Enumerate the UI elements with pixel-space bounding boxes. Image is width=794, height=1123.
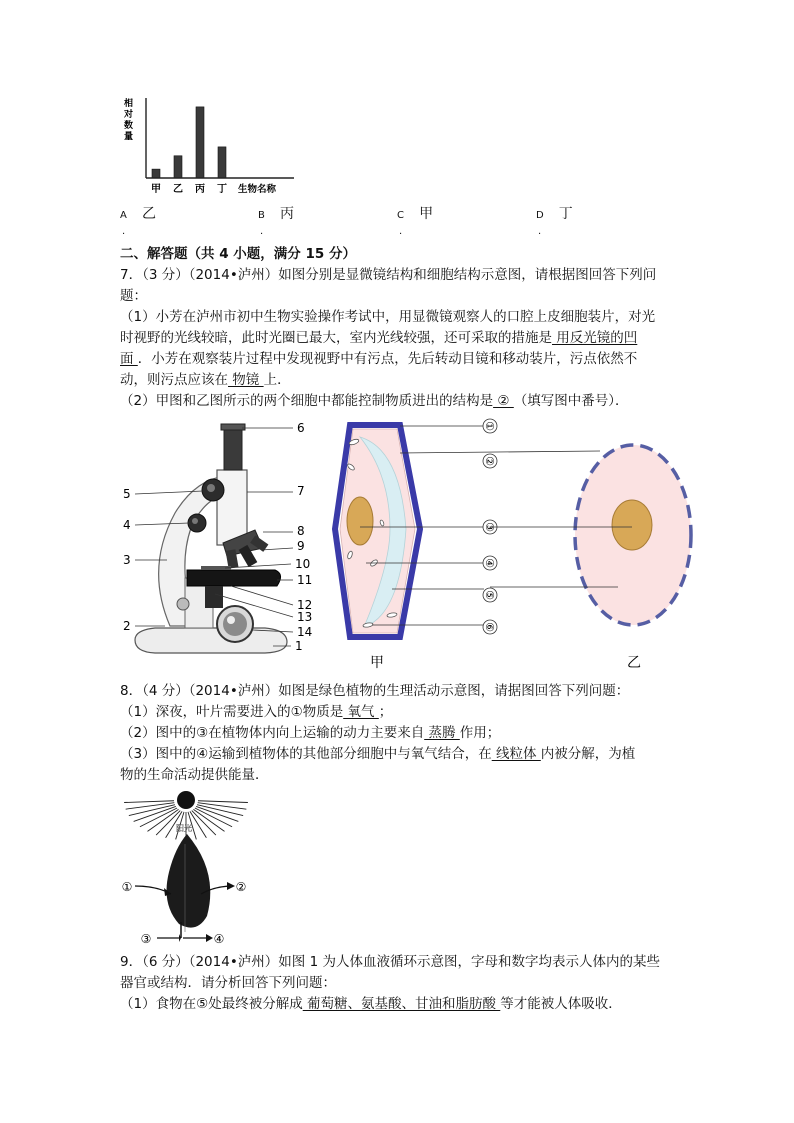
q8-p3-answer: 线粒体 — [491, 746, 541, 762]
q8-p1-text: ； — [378, 704, 393, 720]
q8-p1-text: （1）深夜，叶片需要进入的①物质是 — [120, 704, 344, 720]
microscope-label-9: 9 — [297, 539, 305, 553]
sun-ray — [197, 805, 243, 816]
q8-p3-text: （3）图中的④运输到植物体的其他部分细胞中与氧气结合，在 — [120, 746, 492, 762]
q7-p2 — [120, 392, 629, 410]
option-b[interactable] — [258, 203, 294, 223]
q7-p1-answer: 用反光镜的凹 — [552, 330, 638, 346]
cell-marker-2: ② — [483, 456, 496, 466]
cell-marker-1: ① — [483, 421, 496, 431]
microscope-label-10: 10 — [295, 557, 311, 571]
q7-p2-text: （填写图中番号）． — [513, 393, 629, 409]
option-value: 丙 — [279, 206, 294, 222]
q8-p3 — [120, 745, 635, 763]
nucleus — [347, 497, 373, 545]
q7-line1: 7．（3 分）（2014•泸州）如图分别是显微镜结构和细胞结构示意图，请根据图回答下列问 — [120, 267, 657, 283]
option-dot: . — [399, 226, 403, 237]
q7-p1-line1: （1）小芳在泸州市初中生物实验操作考试中，用显微镜观察人的口腔上皮细胞装片，对光 — [120, 309, 656, 325]
sun-ray — [198, 801, 248, 803]
option-letter: B — [258, 210, 265, 221]
q8-p3-line2: 物的生命活动提供能量． — [120, 767, 269, 783]
animal-cell-nucleus — [612, 500, 652, 550]
option-letter: D — [536, 210, 544, 221]
cell-marker-6: ⑥ — [483, 622, 496, 632]
cell-marker-4: ④ — [483, 558, 496, 568]
section-title: 二、解答题（共 4 小题，满分 15 分） — [120, 246, 356, 262]
microscope-label-8: 8 — [297, 524, 305, 538]
bar — [152, 169, 160, 178]
microscope-label-14: 14 — [297, 625, 313, 639]
q9-p1 — [120, 995, 622, 1013]
cell-marker-5: ⑤ — [483, 590, 496, 600]
cell-label-left: 甲 — [370, 655, 384, 671]
q8-p2-answer: 蒸腾 — [424, 725, 460, 741]
microscope-label-13: 13 — [297, 610, 313, 624]
option-c[interactable] — [397, 203, 433, 223]
y-axis-label: 相对数量 — [124, 99, 134, 142]
sun-ray — [129, 805, 175, 816]
q9-line1: 9．（6 分）（2014•泸州）如图 1 为人体血液循环示意图，字母和数字均表示人体内的某些 — [120, 954, 660, 970]
cells-figure — [330, 415, 700, 675]
q8-p2 — [120, 724, 500, 742]
cell-label-right: 乙 — [627, 655, 641, 671]
x-axis-label: 生物名称 — [238, 184, 277, 195]
q9-p1-text: 等才能被人体吸收． — [500, 996, 622, 1012]
leader-line — [231, 586, 293, 605]
stage — [187, 570, 281, 586]
q7-p1-text: ．小芳在观察装片过程中发现视野中有污点，先后转动目镜和移动装片，污点依然不 — [137, 351, 638, 367]
microscope-label-5: 5 — [123, 487, 131, 501]
q7-p2-answer: ② — [493, 393, 514, 409]
microscope-base — [135, 628, 287, 653]
leaf-figure — [115, 784, 260, 949]
leaf-icon — [167, 834, 211, 928]
x-tick-label: 丁 — [217, 184, 227, 195]
x-tick-label: 丙 — [195, 184, 205, 195]
leaf-marker-4: ④ — [213, 932, 225, 946]
q9-p1-answer: 葡萄糖、氨基酸、甘油和脂肪酸 — [302, 996, 501, 1012]
bar — [196, 107, 204, 178]
q7-p2-text: （2）甲图和乙图所示的两个细胞中都能控制物质进出的结构是 — [120, 393, 494, 409]
q7-p1-text: 时视野的光线较暗，此时光圈已最大，室内光线较强，还可采取的措施是 — [120, 330, 552, 346]
q7-p1-answer2: 物镜 — [228, 372, 264, 388]
leaf-marker-2: ② — [235, 880, 247, 894]
q7-p1-answer-cont: 面 — [120, 351, 138, 367]
option-dot: . — [122, 226, 126, 237]
x-tick-label: 甲 — [151, 184, 161, 195]
leaf-marker-3: ③ — [140, 932, 152, 946]
bar — [174, 156, 182, 178]
microscope-label-7: 7 — [297, 484, 305, 498]
x-tick-label: 乙 — [173, 184, 183, 195]
bar — [218, 147, 226, 178]
sun-ray — [124, 801, 174, 803]
option-d[interactable] — [536, 203, 573, 223]
microscope-label-6: 6 — [297, 421, 305, 435]
sun-label: 阳光 — [176, 824, 192, 833]
q8-line1: 8．（4 分）（2014•泸州）如图是绿色植物的生理活动示意图，请据图回答下列问题： — [120, 683, 630, 699]
option-value: 丁 — [558, 206, 573, 222]
microscope-label-1: 1 — [295, 639, 303, 653]
q7-p1-line2 — [120, 329, 637, 347]
leader-line — [261, 548, 293, 550]
q7-p1-text: 上． — [263, 372, 291, 388]
option-value: 甲 — [419, 206, 434, 222]
microscope-label-3: 3 — [123, 553, 131, 567]
option-value: 乙 — [141, 206, 156, 222]
microscope-figure — [115, 418, 330, 663]
q8-p1 — [120, 703, 392, 721]
q8-p2-text: 作用； — [459, 725, 501, 741]
q8-p2-text: （2）图中的③在植物体内向上运输的动力主要来自 — [120, 725, 425, 741]
q9-p1-text: （1）食物在⑤处最终被分解成 — [120, 996, 303, 1012]
q9-line2: 器官或结构．请分析回答下列问题： — [120, 975, 336, 991]
option-a[interactable] — [120, 203, 156, 223]
eyepiece — [224, 426, 242, 470]
q7-p1-line3 — [120, 350, 637, 368]
q7-p1-text: 动，则污点应该在 — [120, 372, 228, 388]
sun-ray — [126, 803, 175, 809]
sun-icon — [177, 791, 195, 809]
q7-p1-line4 — [120, 371, 291, 389]
option-dot: . — [538, 226, 542, 237]
microscope-label-12: 12 — [297, 598, 313, 612]
microscope-label-11: 11 — [297, 573, 313, 587]
microscope-label-2: 2 — [123, 619, 131, 633]
bar-chart — [118, 96, 298, 200]
sun-ray — [190, 811, 206, 837]
option-letter: A — [120, 210, 127, 221]
sun-ray — [198, 803, 247, 809]
option-letter: C — [397, 210, 404, 221]
q8-p3-text: 内被分解，为植 — [540, 746, 636, 762]
q8-p1-answer: 氧气 — [343, 704, 379, 720]
q7-line2: 题： — [120, 288, 147, 304]
cell-marker-3: ③ — [483, 522, 496, 532]
microscope-label-4: 4 — [123, 518, 131, 532]
body-tube — [217, 470, 247, 545]
leaf-marker-1: ① — [121, 880, 133, 894]
option-dot: . — [260, 226, 264, 237]
